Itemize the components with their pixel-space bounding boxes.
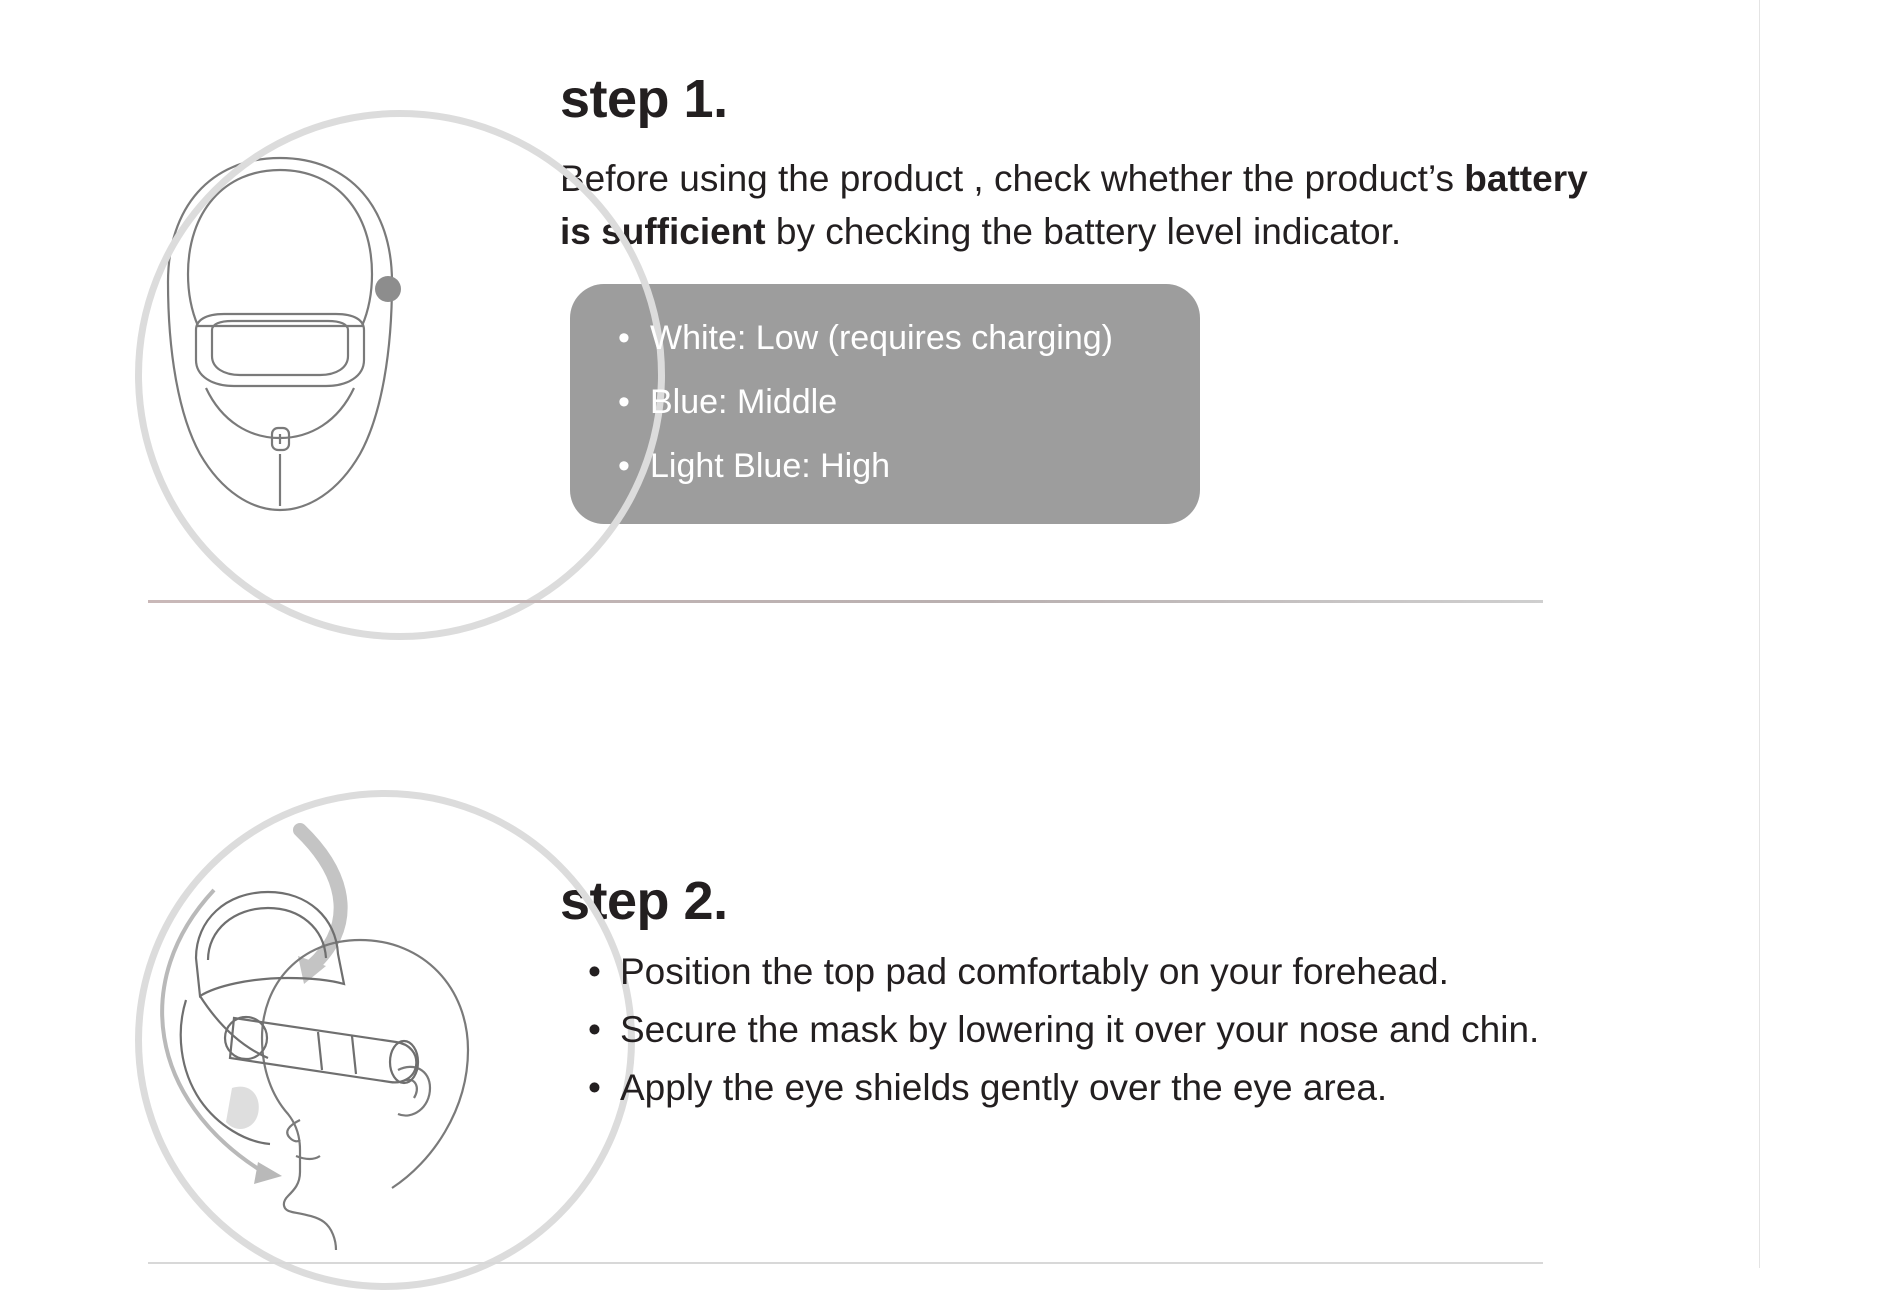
step-1-section [0,30,1620,540]
step-1-paragraph-bold: battery is sufficient [560,158,1588,252]
step-1-divider [148,600,1543,603]
step-1-paragraph [560,152,1600,258]
step-1-illustration [0,30,560,540]
step-2-divider [148,1262,1543,1264]
step-2-title: step 2. [560,871,728,931]
battery-level-list [604,306,1166,498]
list-item: • Blue: Middle [650,370,1166,434]
step-2-illustration [0,770,560,1250]
battery-level-callout [570,284,1200,524]
page-edge [1759,0,1760,1268]
step-2-section [0,770,1620,1250]
list-item: • Apply the eye shields gently over the eye area. [620,1062,1600,1114]
step-1-paragraph-post: by checking the battery level indicator. [765,211,1402,252]
list-item: • Secure the mask by lowering it over your nose and chin. [620,1004,1600,1056]
list-item: • Light Blue: High [650,434,1166,498]
illustration-circle-frame [135,790,635,1290]
step-1-title: step 1. [560,69,728,129]
step-1-paragraph-pre: Before using the product , check whether the product’s [560,158,1465,199]
step-2-bullet-list [560,946,1620,1114]
list-item: • Position the top pad comfortably on your forehead. [620,946,1600,998]
step-2-text-column [560,770,1620,1120]
step-1-text-column [560,30,1620,524]
list-item: • White: Low (requires charging) [650,306,1166,370]
illustration-circle-frame [135,110,665,640]
